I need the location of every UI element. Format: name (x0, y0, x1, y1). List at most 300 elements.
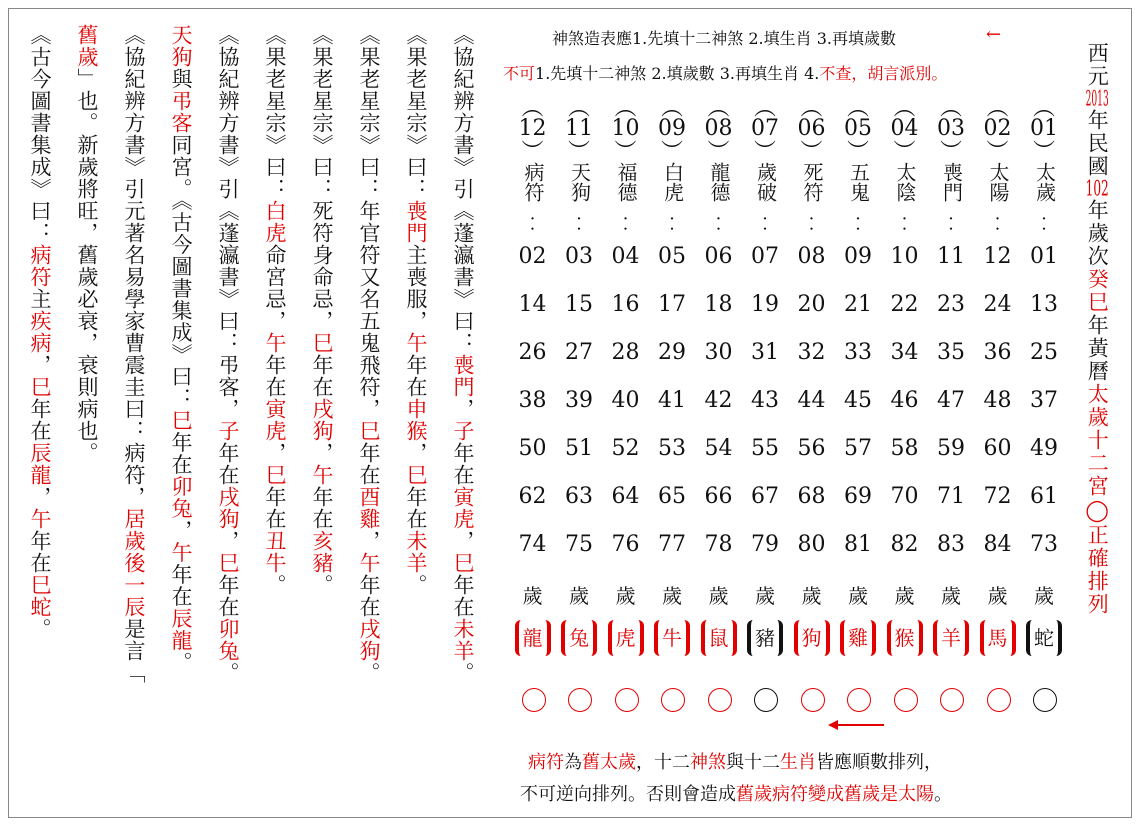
zodiac-animal: 虎 (608, 620, 644, 656)
bracket-close: ︶ (753, 140, 776, 165)
shensha-name (513, 162, 553, 206)
text-segment: 神煞 (690, 752, 726, 773)
shensha-name (838, 162, 878, 206)
column-number: 06 (797, 116, 826, 141)
age-value: 63 (565, 484, 593, 509)
bracket-open: ︵ (893, 96, 916, 121)
text-segment: 年在 (404, 486, 428, 530)
text-segment: 年在 (28, 530, 52, 574)
text-segment: 《果老星宗》曰： (404, 24, 428, 200)
age-value: 83 (937, 532, 965, 557)
bracket-open: ︵ (707, 96, 730, 121)
text-segment: 命宮忌， (263, 244, 287, 332)
age-value: 68 (797, 484, 826, 509)
column-number: 09 (658, 116, 686, 141)
colon: ︰ (848, 212, 868, 236)
text-column-1 (452, 24, 473, 684)
age-value: 04 (611, 244, 640, 269)
text-segment: 年在 (263, 354, 287, 398)
age-value: 10 (890, 244, 919, 269)
age-value: 36 (983, 340, 1012, 365)
text-segment: 年在 (357, 574, 381, 618)
age-value: 77 (658, 532, 686, 557)
text-segment: 。 (310, 574, 334, 596)
column-number: 02 (983, 116, 1012, 141)
age-value: 66 (704, 484, 733, 509)
zodiac-animal: 狗 (794, 620, 830, 656)
age-value: 35 (937, 340, 965, 365)
text-segment: 亥豬 (310, 530, 334, 574)
age-value: 76 (611, 532, 640, 557)
column-number: 10 (611, 116, 640, 141)
age-value: 31 (751, 340, 779, 365)
text-segment: 戌狗 (310, 398, 334, 442)
text-segment: 子 (451, 420, 475, 442)
bracket-open: ︵ (1032, 96, 1055, 121)
sui-label: 歲 (987, 584, 1008, 608)
age-value: 44 (797, 388, 826, 413)
shensha-name (978, 162, 1018, 206)
shensha-label: 歲破 (753, 162, 778, 202)
right-heading (1084, 42, 1109, 616)
empty-circle (847, 688, 871, 712)
age-value: 03 (565, 244, 593, 269)
text-segment: 舊太歲 (582, 752, 636, 773)
text-segment: 皆應順數排列， (816, 752, 942, 773)
age-value: 78 (704, 532, 733, 557)
bracket-open: ︵ (614, 96, 637, 121)
text-segment: 年在 (216, 574, 240, 618)
text-segment: 。 (404, 574, 428, 596)
column-number: 08 (704, 116, 733, 141)
text-segment: 居歲後一辰 (122, 508, 146, 618)
shensha-label: 太陰 (893, 162, 917, 202)
text-column-9 (76, 24, 97, 464)
text-column-5 (264, 24, 285, 596)
shensha-name (931, 162, 971, 206)
arrow-left-icon: ← (986, 24, 1002, 45)
empty-circle (940, 688, 964, 712)
heading-part: 年黃曆 (1085, 314, 1110, 383)
text-segment: 年在 (28, 398, 52, 442)
age-value: 19 (751, 292, 779, 317)
sui-label: 歲 (569, 584, 589, 608)
colon: ︰ (522, 212, 543, 236)
text-segment: 病符 (528, 752, 564, 773)
age-value: 17 (658, 292, 686, 317)
text-segment: 疾病 (28, 310, 52, 354)
age-value: 42 (704, 388, 733, 413)
title-warning: 不可 (503, 64, 536, 83)
heading-year: 2013 (1085, 88, 1109, 109)
age-value: 80 (797, 532, 826, 557)
age-value: 22 (890, 292, 919, 317)
shensha-name (699, 162, 739, 206)
zodiac-animal: 羊 (933, 620, 969, 656)
title-line-2 (503, 61, 947, 84)
text-segment: 巳 (310, 332, 334, 354)
sui-label: 歲 (755, 584, 775, 608)
title-line-1: 神煞造表應1.先填十二神煞 2.填生肖 3.再填歲數 (552, 29, 896, 48)
text-segment: 年在 (310, 354, 334, 398)
text-column-7 (170, 24, 191, 674)
bracket-close: ︶ (893, 140, 916, 165)
age-value: 51 (565, 436, 593, 461)
heading-correct-order: 正確排列 (1085, 524, 1110, 616)
bracket-close: ︶ (567, 140, 590, 165)
colon: ︰ (615, 212, 636, 236)
column-number: 05 (844, 116, 872, 141)
age-value: 18 (704, 292, 733, 317)
age-value: 79 (751, 532, 779, 557)
age-value: 13 (1030, 292, 1058, 317)
age-value: 70 (890, 484, 919, 509)
bracket-close: ︶ (800, 140, 823, 165)
text-segment: 與 (169, 68, 193, 90)
bracket-open: ︵ (521, 96, 544, 121)
bracket-open: ︵ (846, 96, 869, 121)
sui-label: 歲 (941, 584, 961, 608)
colon: ︰ (801, 212, 822, 236)
sui-label: 歲 (1034, 584, 1054, 608)
shensha-name (559, 162, 599, 206)
empty-circle (987, 688, 1011, 712)
text-segment: 主喪服， (404, 244, 428, 332)
age-value: 59 (937, 436, 965, 461)
age-value: 84 (983, 532, 1012, 557)
shensha-name (606, 162, 646, 206)
bracket-open: ︵ (800, 96, 823, 121)
text-segment: 辰龍 (169, 607, 193, 652)
age-value: 11 (937, 244, 965, 269)
text-segment: 午 (263, 332, 287, 354)
zodiac-animal: 馬 (980, 620, 1016, 656)
age-value: 60 (983, 436, 1012, 461)
bracket-open: ︵ (660, 96, 683, 121)
age-value: 81 (844, 532, 872, 557)
age-value: 32 (797, 340, 826, 365)
age-value: 67 (751, 484, 779, 509)
text-segment: 巳 (28, 376, 52, 398)
age-value: 40 (611, 388, 640, 413)
text-segment: 年在 (169, 431, 193, 476)
age-value: 34 (890, 340, 919, 365)
text-segment: 《果老星宗》曰：年官符又名五鬼飛符， (357, 24, 381, 420)
text-segment: 。 (216, 662, 240, 684)
text-column-8 (123, 24, 144, 684)
age-value: 74 (518, 532, 547, 557)
age-value: 16 (611, 292, 640, 317)
age-value: 72 (983, 484, 1012, 509)
column-number: 01 (1030, 116, 1058, 141)
text-segment: ， (404, 442, 428, 464)
text-segment: 卯兔 (169, 475, 193, 520)
heading-ganzhi: 癸巳 (1085, 268, 1110, 314)
text-segment: ， (451, 398, 475, 420)
text-segment: 午 (169, 541, 193, 564)
zodiac-animal: 猴 (887, 620, 923, 656)
shensha-label: 白虎 (660, 162, 685, 202)
shensha-label: 太陽 (986, 162, 1010, 202)
age-value: 06 (704, 244, 733, 269)
empty-circle (661, 688, 685, 712)
text-segment: ， (28, 354, 52, 376)
text-segment: 子 (216, 420, 240, 442)
empty-circle (708, 688, 732, 712)
heading-part: 西元 (1085, 42, 1110, 88)
shensha-label: 五鬼 (846, 162, 871, 202)
text-segment: 。 (451, 662, 475, 684)
colon: ︰ (755, 212, 775, 236)
text-segment: 《協紀辨方書》引《蓬瀛書》曰：弔客， (216, 24, 240, 420)
empty-circle (801, 688, 825, 712)
age-value: 61 (1030, 484, 1058, 509)
shensha-name (792, 162, 832, 206)
bracket-close: ︶ (614, 140, 637, 165)
text-segment: 」也。新歲將旺，舊歲必衰，衰則病也。 (75, 68, 99, 464)
text-segment: 不可逆向排列。否則會造成 (520, 784, 736, 805)
text-segment: 寅虎 (263, 398, 287, 442)
text-segment: 《古今圖書集成》曰： (28, 24, 52, 244)
age-value: 20 (797, 292, 826, 317)
text-segment: 《果老星宗》曰： (263, 24, 287, 200)
text-segment: ， (216, 530, 240, 552)
age-value: 08 (797, 244, 826, 269)
age-value: 15 (565, 292, 593, 317)
text-segment: 年在 (263, 486, 287, 530)
text-segment: 戌狗 (216, 486, 240, 530)
age-value: 73 (1030, 532, 1058, 557)
text-segment: 巳 (404, 464, 428, 486)
age-value: 64 (611, 484, 640, 509)
text-segment: 《協紀辨方書》引《蓬瀛書》曰： (451, 24, 475, 354)
text-segment: 酉雞 (357, 486, 381, 530)
text-segment: 年在 (357, 442, 381, 486)
text-segment: 弔客 (169, 90, 193, 134)
text-segment: 辰龍 (28, 442, 52, 486)
age-value: 37 (1030, 388, 1058, 413)
text-column-3 (358, 24, 379, 684)
age-value: 55 (751, 436, 779, 461)
text-segment: 同宮。《古今圖書集成》曰： (169, 134, 193, 410)
column-number: 03 (937, 116, 965, 141)
heading-taisui: 太歲十二宮 (1085, 383, 1110, 498)
empty-circle (754, 688, 778, 712)
bracket-close: ︶ (660, 140, 683, 165)
sui-label: 歲 (615, 584, 636, 608)
age-value: 57 (844, 436, 872, 461)
text-segment: 巳 (216, 552, 240, 574)
age-value: 07 (751, 244, 779, 269)
age-value: 27 (565, 340, 593, 365)
age-value: 29 (658, 340, 686, 365)
text-segment: 巳 (263, 464, 287, 486)
age-value: 75 (565, 532, 593, 557)
text-segment: 是言「 (122, 618, 146, 684)
colon: ︰ (1034, 212, 1054, 236)
colon: ︰ (708, 212, 729, 236)
bracket-close: ︶ (521, 140, 544, 165)
shensha-label: 喪門 (939, 162, 964, 202)
bracket-open: ︵ (939, 96, 962, 121)
arrow-left-icon (828, 718, 884, 732)
age-value: 58 (890, 436, 919, 461)
sui-label: 歲 (708, 584, 729, 608)
text-segment: 病符 (28, 244, 52, 288)
text-segment: 年在 (310, 486, 334, 530)
zodiac-animal: 兔 (561, 620, 597, 656)
text-segment: ， (451, 530, 475, 552)
title-steps: 1.先填十二神煞 2.填歲數 3.再填生肖 4. (535, 64, 820, 83)
shensha-name (885, 162, 925, 206)
sui-label: 歲 (662, 584, 682, 608)
heading-part: 年歲次 (1085, 199, 1110, 268)
age-value: 47 (937, 388, 965, 413)
text-segment: 舊歲病符變成舊歲是太陽 (736, 784, 934, 805)
shensha-name (652, 162, 692, 206)
age-value: 46 (890, 388, 919, 413)
age-value: 56 (797, 436, 826, 461)
age-value: 23 (937, 292, 965, 317)
empty-circle (568, 688, 592, 712)
text-segment: 未羊 (451, 618, 475, 662)
age-value: 45 (844, 388, 872, 413)
age-value: 01 (1030, 244, 1058, 269)
column-number: 07 (751, 116, 779, 141)
zodiac-animal: 豬 (747, 620, 783, 656)
age-value: 21 (844, 292, 872, 317)
age-value: 54 (704, 436, 733, 461)
age-value: 30 (704, 340, 733, 365)
age-value: 39 (565, 388, 593, 413)
bracket-close: ︶ (986, 140, 1009, 165)
text-segment: 喪門 (404, 200, 428, 244)
text-segment: 卯兔 (216, 618, 240, 662)
zodiac-animal: 雞 (840, 620, 876, 656)
heading-circle: ◯ (1085, 498, 1110, 524)
age-value: 33 (844, 340, 872, 365)
colon: ︰ (987, 212, 1008, 236)
bracket-close: ︶ (846, 140, 869, 165)
colon: ︰ (941, 212, 961, 236)
text-segment: 《果老星宗》曰：死符身命忌， (310, 24, 334, 332)
sui-label: 歲 (848, 584, 868, 608)
shensha-label: 福德 (614, 162, 638, 202)
zodiac-animal: 牛 (654, 620, 690, 656)
shensha-label: 死符 (800, 162, 824, 202)
shensha-label: 病符 (521, 162, 545, 202)
text-segment: 天狗 (169, 24, 193, 68)
text-segment: 。 (28, 618, 52, 640)
age-value: 50 (518, 436, 547, 461)
age-value: 26 (518, 340, 547, 365)
bottom-note-line-2 (520, 780, 952, 806)
text-segment: 寅虎 (451, 486, 475, 530)
text-segment: 白虎 (263, 200, 287, 244)
age-value: 38 (518, 388, 547, 413)
age-value: 05 (658, 244, 686, 269)
colon: ︰ (569, 212, 589, 236)
text-segment: 巳 (451, 552, 475, 574)
text-segment: 巳蛇 (28, 574, 52, 618)
text-segment: ， (169, 519, 193, 542)
age-value: 41 (658, 388, 686, 413)
age-value: 25 (1030, 340, 1058, 365)
bracket-close: ︶ (939, 140, 962, 165)
age-value: 12 (983, 244, 1012, 269)
text-segment: 舊歲 (75, 24, 99, 68)
shensha-name (1024, 162, 1064, 206)
text-segment: 午 (28, 508, 52, 530)
text-segment: 年在 (451, 574, 475, 618)
column-number: 12 (518, 116, 547, 141)
heading-part: 年民國 (1085, 109, 1110, 178)
empty-circle (522, 688, 546, 712)
text-column-6 (217, 24, 238, 684)
column-number: 04 (890, 116, 919, 141)
bracket-close: ︶ (707, 140, 730, 165)
text-segment: ， (357, 530, 381, 552)
text-segment: 年在 (404, 354, 428, 398)
bottom-note-line-1 (528, 748, 942, 774)
age-value: 52 (611, 436, 640, 461)
age-value: 14 (518, 292, 547, 317)
shensha-label: 太歲 (1032, 162, 1057, 202)
text-segment: 喪門 (451, 354, 475, 398)
zodiac-animal: 鼠 (701, 620, 737, 656)
age-value: 82 (890, 532, 919, 557)
text-segment: 年在 (451, 442, 475, 486)
age-value: 02 (518, 244, 547, 269)
colon: ︰ (662, 212, 682, 236)
text-segment: ， (263, 442, 287, 464)
text-segment: 《協紀辨方書》引元著名易學家曹震圭曰：病符， (122, 24, 146, 508)
text-segment: ， (310, 442, 334, 464)
age-value: 49 (1030, 436, 1058, 461)
text-column-4 (311, 24, 332, 596)
age-value: 24 (983, 292, 1012, 317)
empty-circle (1033, 688, 1057, 712)
shensha-label: 龍德 (707, 162, 731, 202)
age-value: 09 (844, 244, 872, 269)
text-segment: 與十二 (726, 752, 780, 773)
age-value: 71 (937, 484, 965, 509)
text-segment: 。 (934, 784, 952, 805)
text-segment: 年在 (216, 442, 240, 486)
text-segment: 。 (169, 651, 193, 674)
text-segment: 午 (357, 552, 381, 574)
sui-label: 歲 (801, 584, 822, 608)
empty-circle (894, 688, 918, 712)
column-number: 11 (565, 116, 593, 141)
text-segment: 未羊 (404, 530, 428, 574)
text-segment: 申猴 (404, 398, 428, 442)
bracket-open: ︵ (567, 96, 590, 121)
bracket-open: ︵ (986, 96, 1009, 121)
text-segment: 。 (357, 662, 381, 684)
age-value: 69 (844, 484, 872, 509)
text-segment: 。 (263, 574, 287, 596)
bracket-close: ︶ (1032, 140, 1055, 165)
text-column-2 (405, 24, 426, 596)
heading-roc: 102 (1085, 178, 1109, 199)
sui-label: 歲 (894, 584, 915, 608)
shensha-name (745, 162, 785, 206)
text-segment: 為 (564, 752, 582, 773)
text-column-10 (29, 24, 50, 640)
text-segment: 午 (310, 464, 334, 486)
age-value: 48 (983, 388, 1012, 413)
